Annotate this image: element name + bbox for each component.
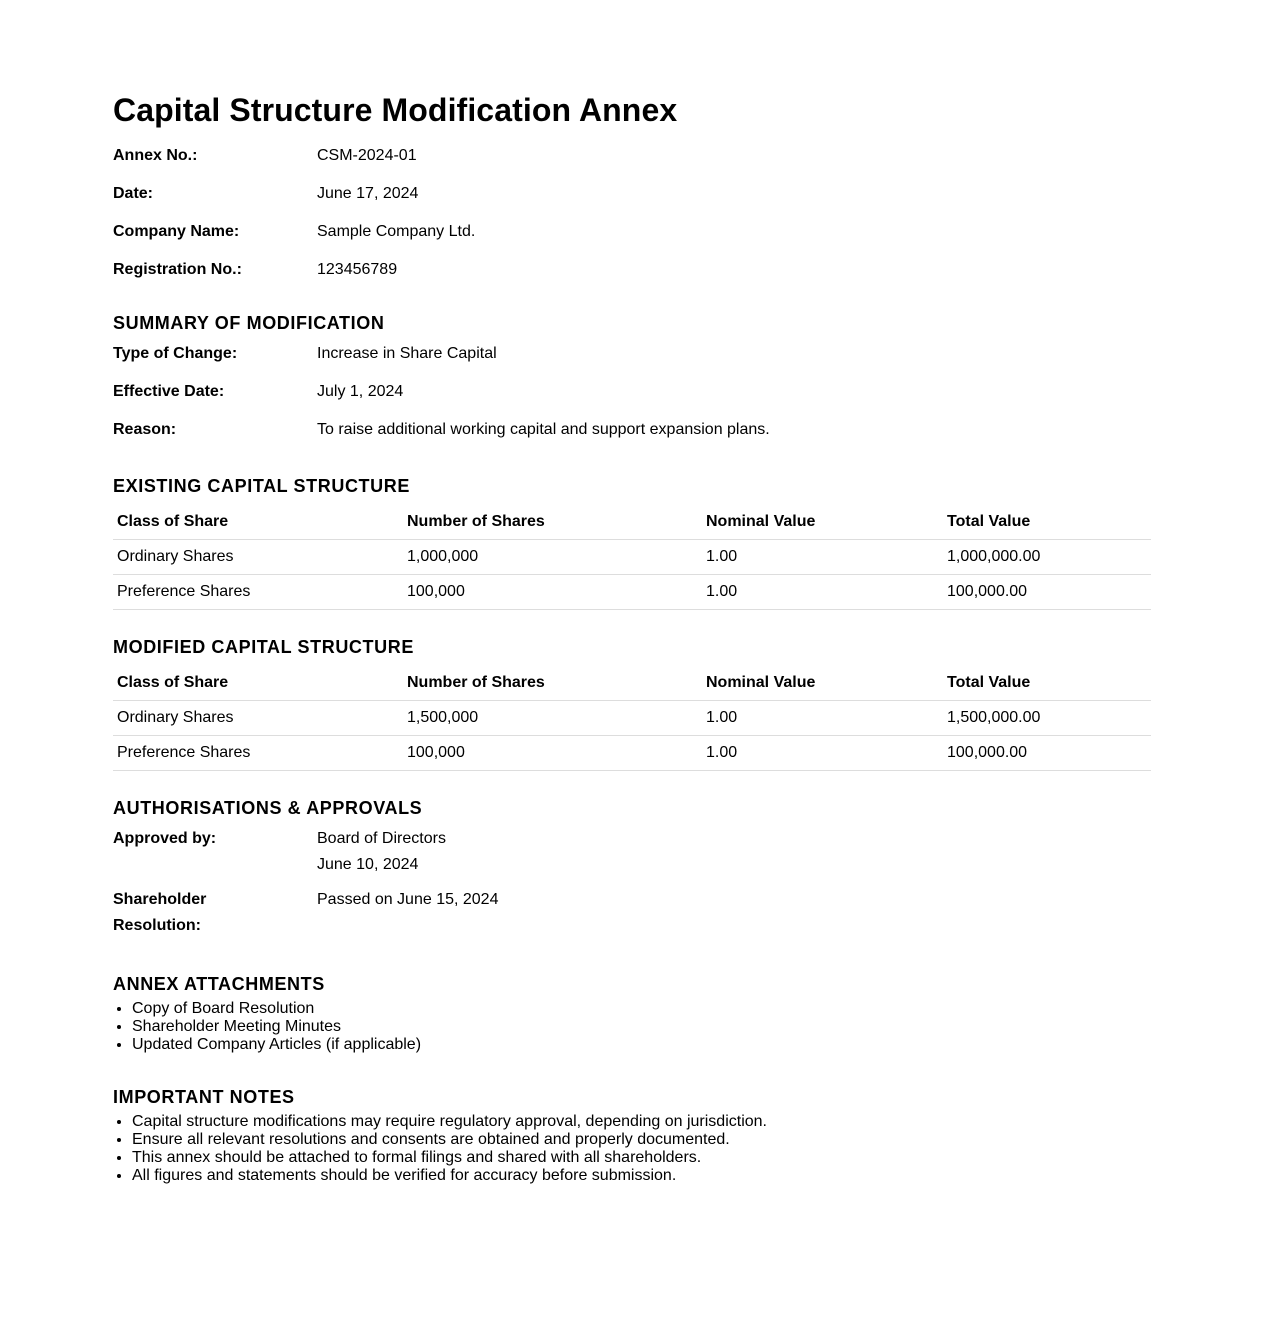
field-value: CSM-2024-01 (317, 147, 417, 164)
column-header: Total Value (943, 666, 1151, 701)
field-value: June 17, 2024 (317, 185, 419, 202)
field-label: Effective Date: (113, 383, 225, 400)
table-row (113, 701, 1151, 736)
section-heading: AUTHORISATIONS & APPROVALS (113, 798, 423, 818)
field-value: 123456789 (317, 261, 398, 278)
table-cell: 1,000,000 (403, 540, 702, 575)
field-effective-date (113, 373, 1151, 411)
field-label (113, 887, 317, 939)
field-label: Date: (113, 185, 154, 202)
field-reason (113, 411, 1151, 449)
section-heading: MODIFIED CAPITAL STRUCTURE (113, 637, 414, 657)
table-cell: Preference Shares (113, 736, 403, 771)
notes-list (113, 1113, 1151, 1185)
field-shareholder-resolution (113, 884, 1151, 939)
section-heading: ANNEX ATTACHMENTS (113, 974, 325, 994)
table-row (113, 736, 1151, 771)
summary-fields (113, 335, 1151, 449)
table-cell: Ordinary Shares (113, 540, 403, 575)
column-header: Total Value (943, 505, 1151, 540)
section-heading: EXISTING CAPITAL STRUCTURE (113, 476, 410, 496)
table-cell: 1.00 (702, 575, 943, 610)
table-header-row (113, 505, 1151, 540)
table-cell: 1,000,000.00 (943, 540, 1151, 575)
list-item: • Shareholder Meeting Minutes (132, 1018, 1151, 1036)
list-item: • Updated Company Articles (if applicable) (132, 1036, 1151, 1054)
field-label: Registration No.: (113, 261, 242, 278)
table-cell: 100,000.00 (943, 575, 1151, 610)
field-label: Annex No.: (113, 147, 198, 164)
table-cell: 1,500,000 (403, 701, 702, 736)
field-label: Type of Change: (113, 345, 238, 362)
list-item: • Copy of Board Resolution (132, 1000, 1151, 1018)
summary-section (113, 312, 1151, 449)
list-item: • Ensure all relevant resolutions and consents are obtained and properly documented. (132, 1131, 1151, 1149)
approvals-fields (113, 820, 1151, 939)
column-header: Number of Shares (403, 666, 702, 701)
table-cell: 1.00 (702, 701, 943, 736)
table-row (113, 540, 1151, 575)
table-cell: 1,500,000.00 (943, 701, 1151, 736)
modified-structure-section (113, 636, 1151, 771)
field-type-of-change (113, 335, 1151, 373)
attachments-section (113, 973, 1151, 1054)
field-value (317, 826, 1151, 878)
modified-structure-table (113, 666, 1151, 771)
document (113, 0, 1151, 1185)
section-heading: SUMMARY OF MODIFICATION (113, 313, 385, 333)
field-label: Reason: (113, 421, 177, 438)
approval-date: June 10, 2024 (317, 856, 419, 873)
notes-section (113, 1086, 1151, 1185)
list-item: • Capital structure modifications may require regulatory approval, depending on jurisdiction. (132, 1113, 1151, 1131)
column-header: Nominal Value (702, 505, 943, 540)
field-label-line: Shareholder (113, 891, 207, 908)
field-label: Company Name: (113, 223, 240, 240)
field-value: Increase in Share Capital (317, 345, 497, 362)
document-title: Capital Structure Modification Annex (113, 92, 678, 128)
table-cell: Ordinary Shares (113, 701, 403, 736)
table-cell: 100,000 (403, 575, 702, 610)
field-value: July 1, 2024 (317, 383, 404, 400)
list-item: • This annex should be attached to formal filings and shared with all shareholders. (132, 1149, 1151, 1167)
table-cell: 100,000 (403, 736, 702, 771)
field-label-line: Resolution: (113, 917, 201, 934)
column-header: Number of Shares (403, 505, 702, 540)
field-value: Passed on June 15, 2024 (317, 891, 499, 908)
field-label: Approved by: (113, 830, 217, 847)
table-cell: 1.00 (702, 736, 943, 771)
field-date (113, 175, 1151, 213)
section-heading: IMPORTANT NOTES (113, 1087, 295, 1107)
field-registration-no (113, 251, 1151, 289)
table-cell: 100,000.00 (943, 736, 1151, 771)
table-cell: Preference Shares (113, 575, 403, 610)
existing-structure-table (113, 505, 1151, 610)
existing-structure-section (113, 475, 1151, 610)
approvals-section (113, 797, 1151, 939)
field-company-name (113, 213, 1151, 251)
column-header: Class of Share (113, 505, 403, 540)
table-header-row (113, 666, 1151, 701)
column-header: Nominal Value (702, 666, 943, 701)
table-row (113, 575, 1151, 610)
field-value: Sample Company Ltd. (317, 223, 476, 240)
attachments-list (113, 1000, 1151, 1054)
list-item: • All figures and statements should be verified for accuracy before submission. (132, 1167, 1151, 1185)
approver-name: Board of Directors (317, 830, 446, 847)
field-annex-no (113, 137, 1151, 175)
column-header: Class of Share (113, 666, 403, 701)
field-value: To raise additional working capital and support expansion plans. (317, 421, 770, 438)
header-fields (113, 137, 1151, 289)
table-cell: 1.00 (702, 540, 943, 575)
field-approved-by (113, 820, 1151, 884)
